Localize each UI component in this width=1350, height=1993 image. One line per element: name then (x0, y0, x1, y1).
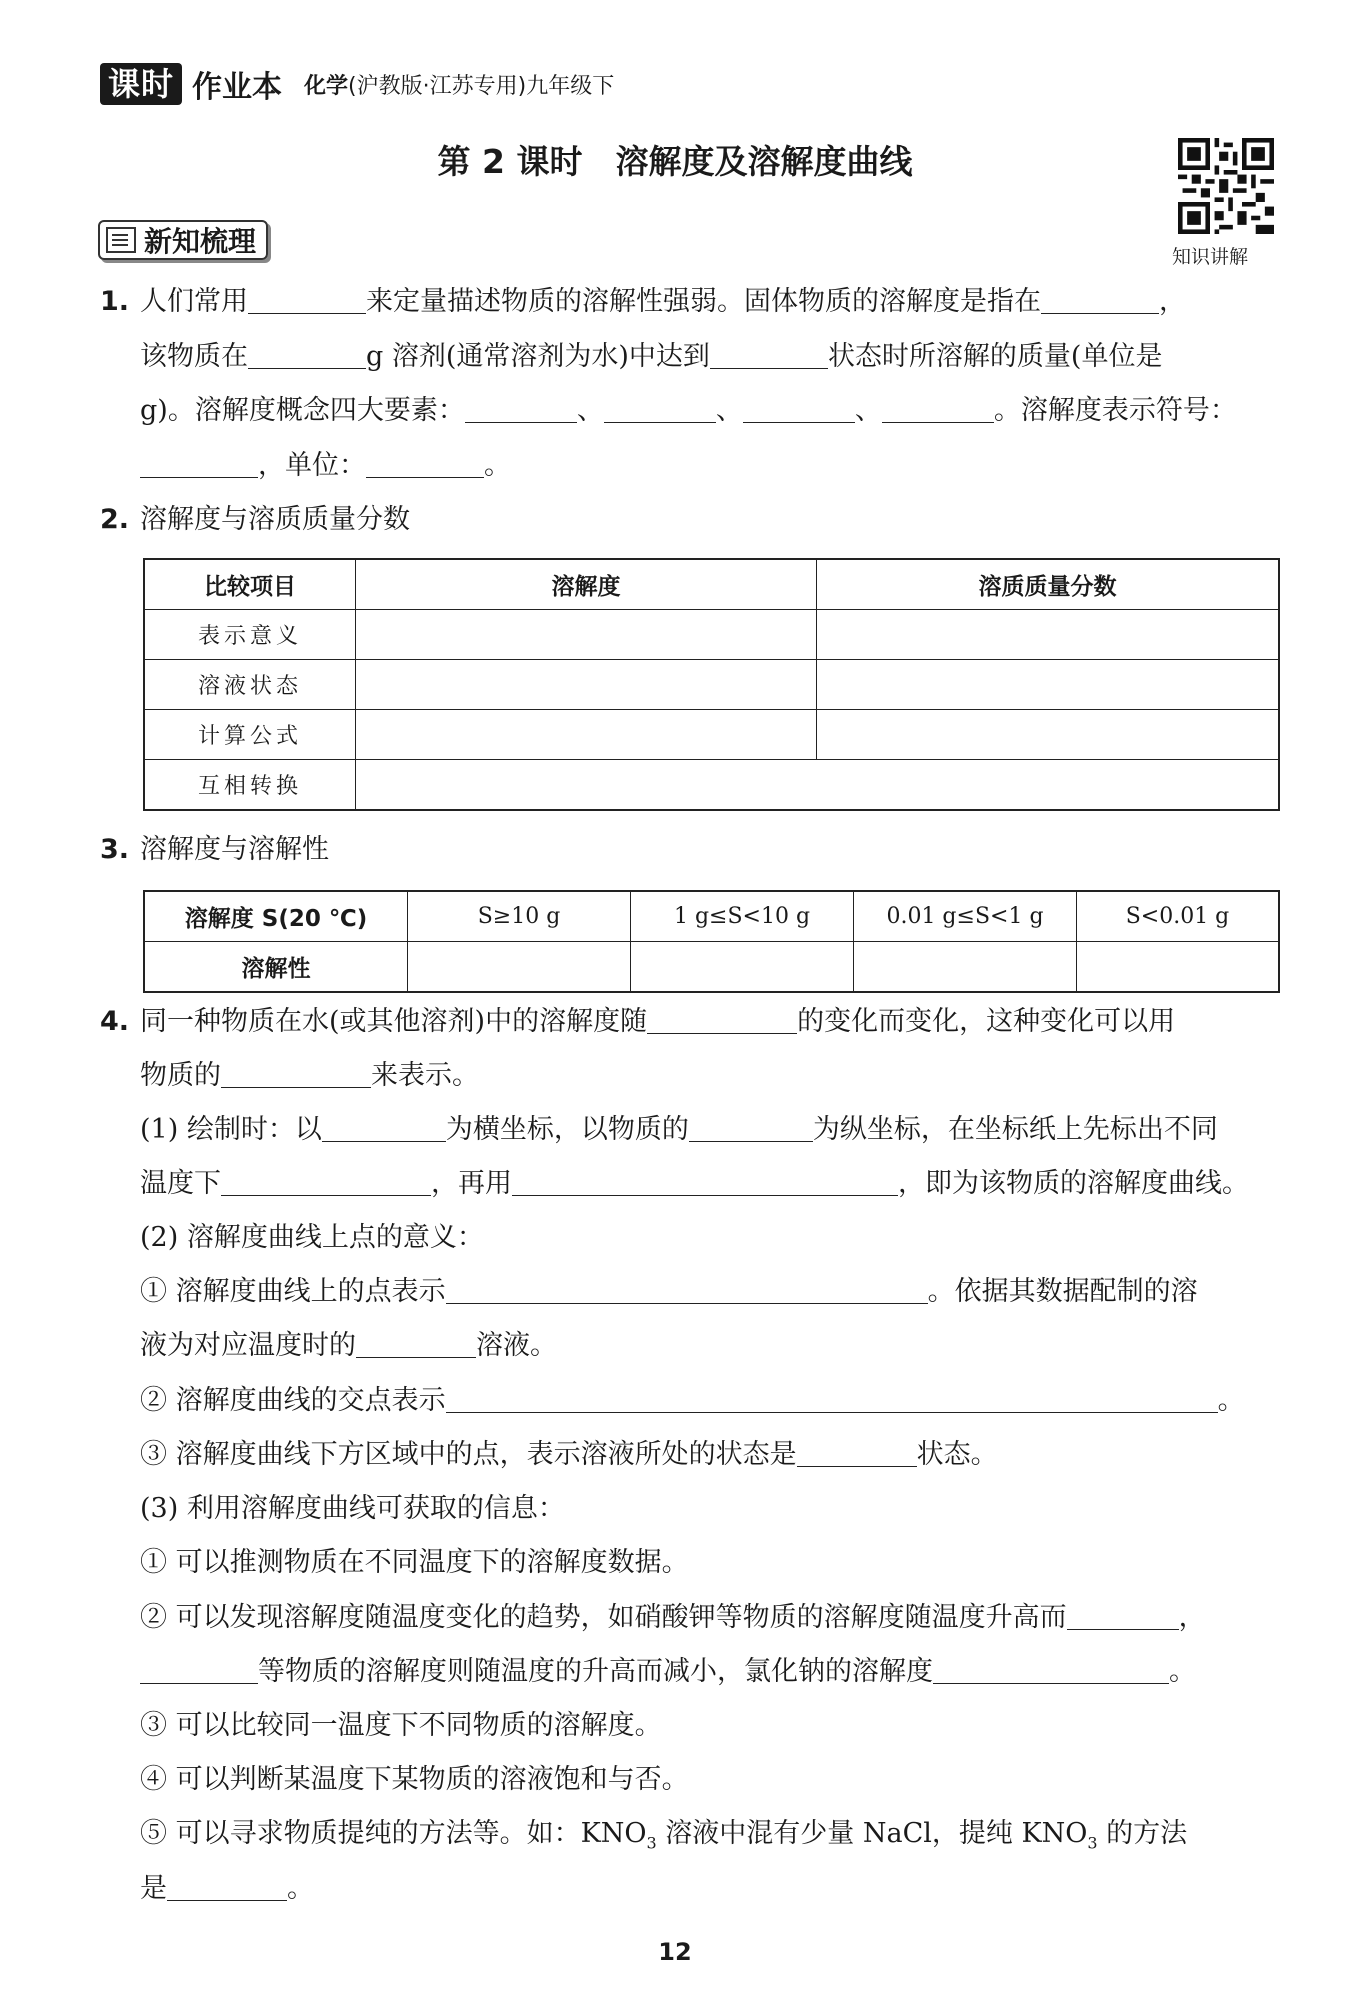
answer-cell[interactable] (356, 610, 817, 660)
text: 、 (715, 395, 743, 426)
q4-line16 (140, 1816, 1187, 1861)
blank[interactable] (446, 1275, 928, 1304)
blank[interactable] (647, 1005, 797, 1034)
text: 的变化而变化，这种变化可以用 (797, 1006, 1176, 1037)
row-label: 溶解性 (144, 942, 408, 993)
blank[interactable] (465, 394, 577, 423)
q4-line15: ④ 可以判断某温度下某物质的溶液饱和与否。 (140, 1764, 689, 1795)
text: ， (1178, 1602, 1206, 1633)
solubility-table (143, 890, 1280, 993)
text: ② 溶解度曲线的交点表示 (140, 1385, 446, 1416)
q1-line1 (140, 284, 1186, 320)
table-header: 比较项目 (144, 559, 356, 610)
text: 状态。 (916, 1439, 998, 1470)
text: 。依据其数据配制的溶 (927, 1276, 1198, 1307)
text: 液为对应温度时的 (140, 1330, 356, 1361)
blank[interactable] (446, 1384, 1218, 1413)
series-logo: 课时 (100, 63, 182, 105)
q4-line13 (140, 1654, 1196, 1690)
answer-cell[interactable] (854, 942, 1077, 993)
q4-line5: (2) 溶解度曲线上点的意义： (140, 1222, 484, 1253)
text: ，单位： (258, 450, 366, 481)
text: ， (1159, 286, 1186, 317)
text: 来表示。 (371, 1060, 479, 1091)
answer-cell[interactable] (408, 942, 631, 993)
notebook-icon (106, 227, 136, 253)
series-book-name: 作业本 (192, 70, 283, 105)
text: 等物质的溶解度则随温度的升高而减小，氯化钠的溶解度 (258, 1656, 933, 1687)
text: 。 (1217, 1385, 1245, 1416)
row-label: 互相转换 (144, 760, 356, 811)
text: ① 溶解度曲线上的点表示 (140, 1276, 446, 1307)
blank[interactable] (366, 449, 484, 478)
q4-line1 (140, 1004, 1175, 1040)
subscript: 3 (646, 1833, 657, 1853)
text: 。 (484, 450, 511, 481)
q3-number: 3. (100, 834, 130, 865)
q4-line3 (140, 1112, 1218, 1148)
q4-line12 (140, 1600, 1206, 1636)
text: 。 (287, 1873, 314, 1904)
blank[interactable] (743, 394, 855, 423)
table-header: 溶解度 S(20 ℃) (144, 891, 408, 942)
range-cell: 0.01 g≤S<1 g (854, 891, 1077, 942)
blank[interactable] (512, 1167, 898, 1196)
text: 溶液中混有少量 NaCl，提纯 KNO (656, 1818, 1088, 1849)
blank[interactable] (248, 285, 366, 314)
range-cell: S<0.01 g (1077, 891, 1280, 942)
q4-line14: ③ 可以比较同一温度下不同物质的溶解度。 (140, 1710, 662, 1741)
row-label: 溶液状态 (144, 660, 356, 710)
blank[interactable] (140, 449, 258, 478)
text: 同一种物质在水(或其他溶剂)中的溶解度随 (140, 1006, 648, 1037)
edition-info: (沪教版·江苏专用)九年级下 (348, 73, 615, 99)
blank[interactable] (140, 1655, 258, 1684)
q4-line8 (140, 1383, 1245, 1419)
blank[interactable] (221, 1059, 371, 1088)
text: 该物质在 (140, 341, 248, 372)
blank[interactable] (689, 1113, 813, 1142)
subscript: 3 (1087, 1833, 1098, 1853)
text: g)。溶解度概念四大要素： (140, 395, 465, 426)
text: 来定量描述物质的溶解性强弱。固体物质的溶解度是指在 (366, 286, 1041, 317)
answer-cell[interactable] (356, 760, 1280, 811)
text: 、 (854, 395, 882, 426)
text: 。溶解度表示符号： (993, 395, 1237, 426)
table-header: 溶质质量分数 (817, 559, 1280, 610)
q2-text: 溶解度与溶质质量分数 (140, 504, 410, 535)
lesson-title: 第 2 课时 溶解度及溶解度曲线 (437, 142, 913, 181)
qr-label: 知识讲解 (1172, 246, 1249, 268)
q4-line2 (140, 1058, 479, 1094)
text: 状态时所溶解的质量(单位是 (827, 341, 1163, 372)
blank[interactable] (604, 394, 716, 423)
range-cell: 1 g≤S<10 g (631, 891, 854, 942)
q4-number: 4. (100, 1006, 130, 1037)
text: 温度下 (140, 1168, 221, 1199)
text: ，再用 (431, 1168, 512, 1199)
range-cell: S≥10 g (408, 891, 631, 942)
text: 为横坐标，以物质的 (445, 1114, 689, 1145)
text: ③ 溶解度曲线下方区域中的点，表示溶液所处的状态是 (140, 1439, 797, 1470)
section-tag (98, 220, 268, 260)
q3-text: 溶解度与溶解性 (140, 834, 329, 865)
q4-line11: ① 可以推测物质在不同温度下的溶解度数据。 (140, 1547, 689, 1578)
q1-line3 (140, 393, 1237, 429)
blank[interactable] (248, 340, 366, 369)
q2-number: 2. (100, 504, 130, 535)
q4-line7 (140, 1328, 557, 1364)
q4-line6 (140, 1274, 1198, 1310)
q4-line9 (140, 1437, 998, 1473)
blank[interactable] (797, 1438, 917, 1467)
subject-info (304, 69, 614, 100)
text: g 溶剂(通常溶剂为水)中达到 (366, 341, 710, 372)
subject-name: 化学 (304, 73, 349, 99)
answer-cell[interactable] (631, 942, 854, 993)
comparison-table (143, 558, 1280, 811)
blank[interactable] (1041, 285, 1159, 314)
text: 为纵坐标，在坐标纸上先标出不同 (812, 1114, 1218, 1145)
q1-line4 (140, 448, 511, 484)
answer-cell[interactable] (817, 710, 1280, 760)
answer-cell[interactable] (1077, 942, 1280, 993)
row-label: 计算公式 (144, 710, 356, 760)
blank[interactable] (322, 1113, 446, 1142)
answer-cell[interactable] (817, 660, 1280, 710)
table-header: 溶解度 (356, 559, 817, 610)
page-number: 12 (658, 1938, 692, 1966)
text: ⑤ 可以寻求物质提纯的方法等。如：KNO (140, 1818, 647, 1849)
section-title: 新知梳理 (144, 225, 257, 258)
text: 是 (140, 1873, 167, 1904)
text: ，即为该物质的溶解度曲线。 (898, 1168, 1249, 1199)
text: 人们常用 (140, 286, 248, 317)
blank[interactable] (710, 340, 828, 369)
text: 的方法 (1097, 1818, 1188, 1849)
q4-line10: (3) 利用溶解度曲线可获取的信息： (140, 1493, 565, 1524)
qr-code-icon[interactable] (1178, 138, 1274, 234)
q1-number: 1. (100, 286, 130, 317)
answer-cell[interactable] (356, 660, 817, 710)
answer-cell[interactable] (817, 610, 1280, 660)
page-header (100, 62, 614, 106)
text: 。 (1169, 1656, 1196, 1687)
text: ② 可以发现溶解度随温度变化的趋势，如硝酸钾等物质的溶解度随温度升高而 (140, 1602, 1067, 1633)
q4-line4 (140, 1166, 1249, 1202)
text: 、 (576, 395, 604, 426)
text: 物质的 (140, 1060, 221, 1091)
blank[interactable] (933, 1655, 1169, 1684)
text: 溶液。 (476, 1330, 557, 1361)
blank[interactable] (356, 1329, 476, 1358)
q4-line17 (140, 1871, 314, 1907)
row-label: 表示意义 (144, 610, 356, 660)
text: (1) 绘制时：以 (140, 1114, 322, 1145)
blank[interactable] (1067, 1601, 1179, 1630)
q1-line2 (140, 339, 1162, 375)
blank[interactable] (167, 1872, 287, 1901)
answer-cell[interactable] (356, 710, 817, 760)
blank[interactable] (882, 394, 994, 423)
blank[interactable] (221, 1167, 431, 1196)
